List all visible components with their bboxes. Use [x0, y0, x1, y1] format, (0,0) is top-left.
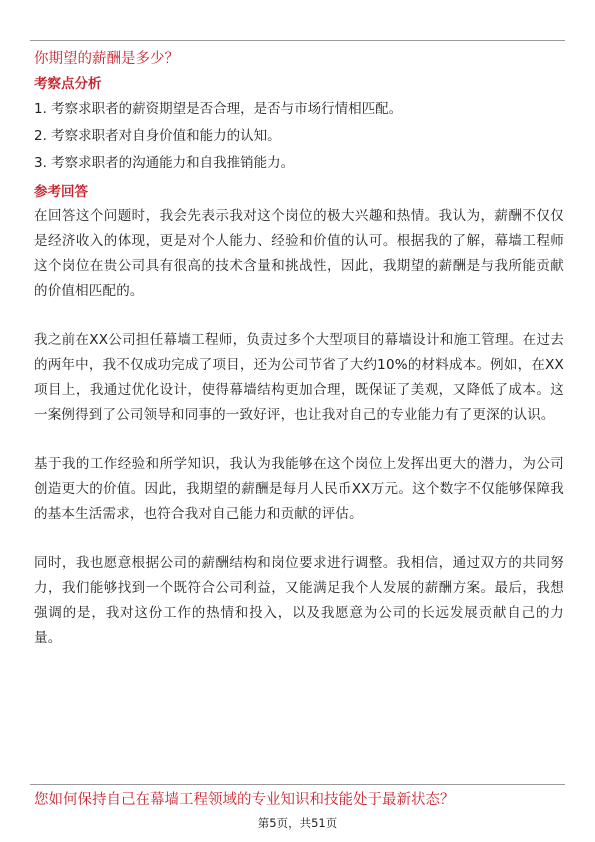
- analysis-point-2: 2. 考察求职者对自身价值和能力的认知。: [34, 128, 281, 144]
- answer-paragraph-4: 同时，我也愿意根据公司的薪酬结构和岗位要求进行调整。我相信，通过双方的共同努力，我们能够找到一个既符合公司利益，又能满足我个人发展的薪酬方案。最后，我想强调的是，我对这份工作的热情和投入，以及我愿意为公司的长远发展贡献自己的力量。: [34, 555, 564, 646]
- analysis-point-3: 3. 考察求职者的沟通能力和自我推销能力。: [34, 155, 295, 171]
- page-content: [34, 46, 564, 651]
- analysis-heading: 考察点分析: [34, 76, 102, 92]
- question-title: 你期望的薪酬是多少？: [34, 51, 179, 67]
- answer-paragraph-1: 在回答这个问题时，我会先表示我对这个岗位的极大兴趣和热情。我认为，薪酬不仅仅是经济收入的体现，更是对个人能力、经验和价值的认可。根据我的了解，幕墙工程师这个岗位在贵公司具有很高的技术含量和挑战性，因此，我期望的薪酬是与我所能贡献的价值相匹配的。: [34, 208, 564, 299]
- reference-heading: 参考回答: [34, 184, 88, 200]
- header-rule: [30, 40, 565, 41]
- analysis-point-1: 1. 考察求职者的薪资期望是否合理，是否与市场行情相匹配。: [34, 101, 403, 117]
- page-number: 第5页，共51页: [257, 816, 338, 830]
- divider-rule: [30, 784, 565, 785]
- answer-paragraph-2: 我之前在XX公司担任幕墙工程师，负责过多个大型项目的幕墙设计和施工管理。在过去的两年中，我不仅成功完成了项目，还为公司节省了大约10%的材料成本。例如，在XX项目上，我通过优化设计，使得幕墙结构更加合理，既保证了美观，又降低了成本。这一案例得到了公司领导和同事的一致好评，也让我对自己的专业能力有了更深的认识。: [34, 332, 564, 423]
- next-question-title: 您如何保持自己在幕墙工程领域的专业知识和技能处于最新状态？: [34, 792, 455, 808]
- answer-paragraph-3: 基于我的工作经验和所学知识，我认为我能够在这个岗位上发挥出更大的潜力，为公司创造更大的价值。因此，我期望的薪酬是每月人民币XX万元。这个数字不仅能够保障我的基本生活需求，也符合我对自己能力和贡献的评估。: [34, 456, 564, 522]
